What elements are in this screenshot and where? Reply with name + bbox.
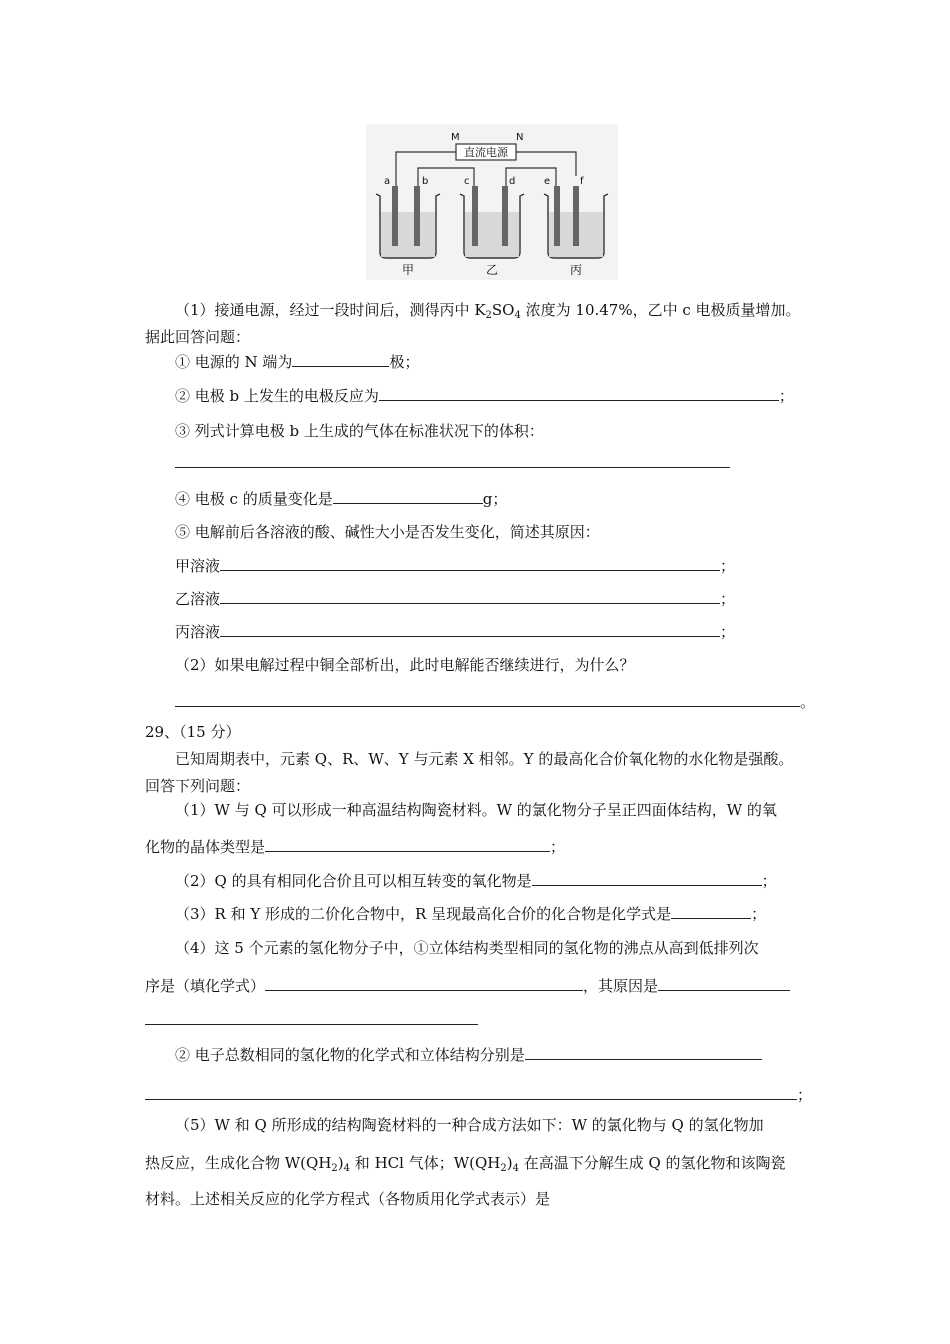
answer-blank-mass-change[interactable] xyxy=(333,489,483,504)
q29-part1-line1: （1）W 与 Q 可以形成一种高温结构陶瓷材料。W 的氯化物分子呈正四面体结构，W 的氧 xyxy=(175,801,777,819)
answer-blank-hydrides[interactable] xyxy=(525,1045,762,1060)
terminal-m-label: M xyxy=(451,132,460,143)
electrode-label-b: b xyxy=(422,176,429,187)
q29-part5-line2: 热反应，生成化合物 $W(QH_2)_4$ 和 HCl 气体；$W(QH_2)_4$ 在高温下分解生成 Q 的氢化物和该陶瓷 xyxy=(145,1154,786,1174)
q28-item4: ④ 电极 c 的质量变化是 g； xyxy=(175,490,508,508)
q28-item5: ⑤ 电解前后各溶液的酸、碱性大小是否发生变化，简述其原因： xyxy=(175,523,600,541)
q29-header: 29、（15 分） xyxy=(145,723,241,741)
q29-intro-line1: 已知周期表中，元素 Q、R、W、Y 与元素 X 相邻。Y 的最高化合价氧化物的水化物是强酸。 xyxy=(175,750,794,768)
electrolysis-apparatus-figure xyxy=(366,124,618,280)
beaker-label-yi: 乙 xyxy=(485,263,499,277)
q28-part2-answer: 。 xyxy=(175,692,815,712)
answer-line-gas-volume[interactable] xyxy=(175,467,730,468)
answer-blank-electrode-n[interactable] xyxy=(292,352,389,367)
answer-blank-solution-bing[interactable] xyxy=(220,622,720,637)
answer-blank-crystal-type[interactable] xyxy=(265,837,550,852)
power-supply-label: 直流电源 xyxy=(464,146,508,159)
answer-blank-part2[interactable] xyxy=(175,692,800,707)
answer-blank-formula[interactable] xyxy=(671,904,751,919)
answer-line-reason-continued[interactable] xyxy=(145,1024,478,1025)
q29-part5-line3: 材料。上述相关反应的化学方程式（各物质用化学式表示）是 xyxy=(145,1190,551,1208)
answer-blank-reason[interactable] xyxy=(658,976,790,991)
answer-blank-hydrides-continued[interactable] xyxy=(145,1085,797,1100)
q28-item1: ① 电源的 N 端为 极； xyxy=(175,353,420,371)
beaker-label-jia: 甲 xyxy=(401,263,415,277)
answer-blank-electrode-b-reaction[interactable] xyxy=(379,386,779,401)
q29-intro-line2: 回答下列问题： xyxy=(145,777,251,795)
q29-part3: （3）R 和 Y 形成的二价化合物中，R 呈现最高化合价的化合物是化学式是 ； xyxy=(175,905,767,923)
electrode-label-a: a xyxy=(384,176,391,187)
q29-part4-line2: 序是（填化学式） ，其原因是 xyxy=(145,976,790,996)
q28-item3: ③ 列式计算电极 b 上生成的气体在标准状况下的体积： xyxy=(175,422,544,440)
answer-blank-boiling-order[interactable] xyxy=(265,976,583,991)
q28-part2: （2）如果电解过程中铜全部析出，此时电解能否继续进行，为什么？ xyxy=(175,656,635,674)
answer-blank-solution-yi[interactable] xyxy=(220,589,720,604)
q28-solution-yi: 乙溶液 ； xyxy=(175,590,736,608)
q28-part1-intro-line2: 据此回答问题： xyxy=(145,328,251,346)
answer-blank-oxides[interactable] xyxy=(532,871,762,886)
electrode-label-d: d xyxy=(509,176,516,187)
q28-solution-bing: 丙溶液 ； xyxy=(175,623,736,641)
q29-part4-item2: ② 电子总数相同的氢化物的化学式和立体结构分别是 xyxy=(175,1045,762,1065)
q29-part4-line1: （4）这 5 个元素的氢化物分子中，①立体结构类型相同的氢化物的沸点从高到低排列次 xyxy=(175,939,759,957)
electrode-label-c: c xyxy=(464,176,470,187)
electrode-label-f: f xyxy=(580,176,584,187)
terminal-n-label: N xyxy=(516,132,524,143)
electrode-label-e: e xyxy=(544,176,551,187)
q29-part2: （2）Q 的具有相同化合价且可以相互转变的氧化物是 ； xyxy=(175,872,777,890)
q29-part5-line1: （5）W 和 Q 所形成的结构陶瓷材料的一种合成方法如下：W 的氯化物与 Q 的氢化物加 xyxy=(175,1116,764,1134)
q28-part1-intro: （1）接通电源，经过一段时间后，测得丙中 $K_2SO_4$ 浓度为 10.47%，乙中 c 电极质量增加。 xyxy=(175,301,801,321)
q29-part4-answer-line: ； xyxy=(145,1085,812,1105)
q28-solution-jia: 甲溶液 ； xyxy=(175,557,736,575)
answer-blank-solution-jia[interactable] xyxy=(220,556,720,571)
q28-item2: ② 电极 b 上发生的电极反应为 ； xyxy=(175,387,794,405)
beaker-label-bing: 丙 xyxy=(569,263,583,277)
q29-part1-line2: 化物的晶体类型是 ； xyxy=(145,838,566,856)
